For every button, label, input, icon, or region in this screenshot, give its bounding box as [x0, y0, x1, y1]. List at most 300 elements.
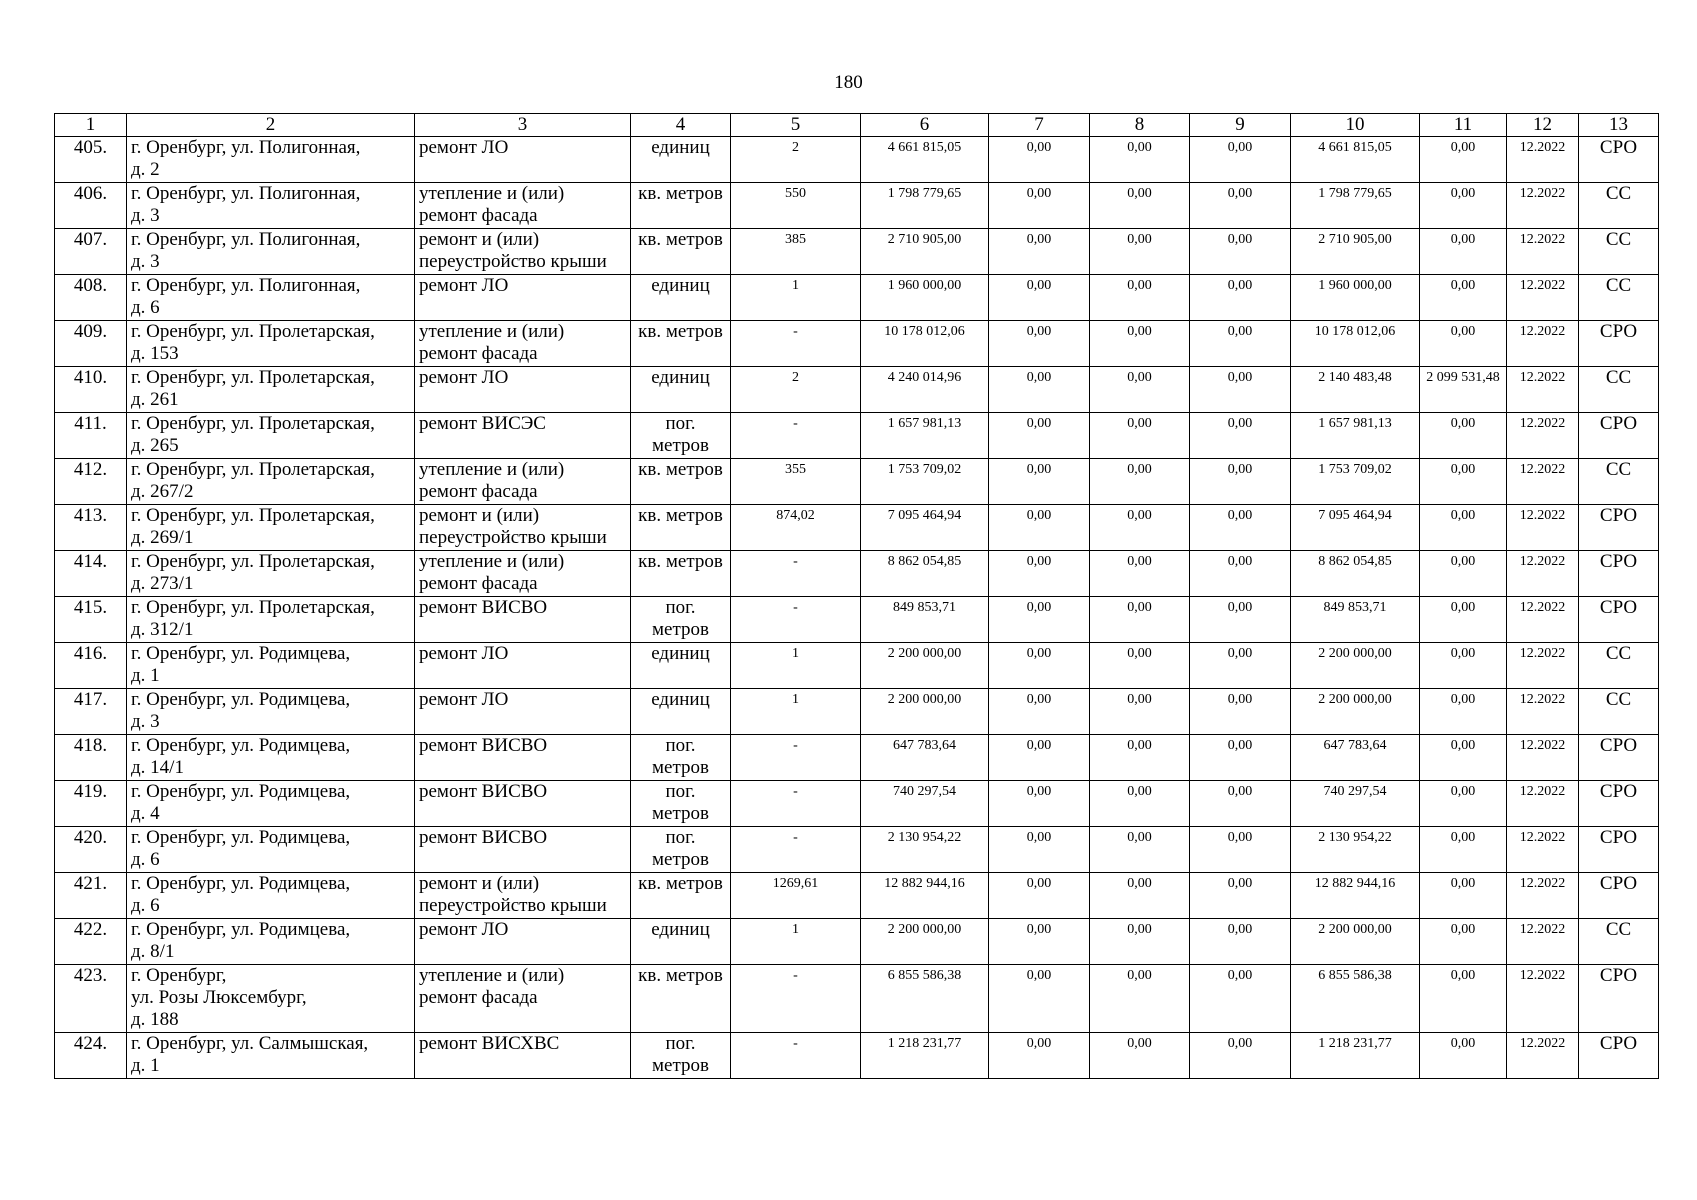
fund-cell-11: 0,00	[1420, 643, 1507, 689]
table-row	[55, 643, 1659, 689]
unit-cell-line: кв. метров	[638, 965, 723, 986]
completion-date-cell: 12.2022	[1507, 643, 1579, 689]
unit-cell-line: кв. метров	[638, 505, 723, 526]
row-number: 415.	[55, 597, 127, 643]
unit-cell-line: метров	[652, 757, 709, 778]
address-cell	[127, 137, 415, 183]
address-cell-line: г. Оренбург, ул. Родимцева,	[131, 827, 351, 848]
unit-cell-line: метров	[652, 803, 709, 824]
address-cell-line: г. Оренбург, ул. Пролетарская,	[131, 413, 375, 434]
row-number: 418.	[55, 735, 127, 781]
fund-cell-8: 0,00	[1090, 873, 1190, 919]
address-cell	[127, 781, 415, 827]
fund-cell-7: 0,00	[989, 551, 1090, 597]
address-cell	[127, 735, 415, 781]
quantity-cell: 1	[731, 643, 861, 689]
fund-cell-8: 0,00	[1090, 505, 1190, 551]
table-row	[55, 965, 1659, 1033]
fund-cell-8: 0,00	[1090, 183, 1190, 229]
address-cell	[127, 183, 415, 229]
fund-cell-7: 0,00	[989, 965, 1090, 1033]
fund-cell-9: 0,00	[1190, 137, 1291, 183]
column-number: 12	[1507, 114, 1579, 137]
address-cell	[127, 965, 415, 1033]
fund-cell-11: 0,00	[1420, 413, 1507, 459]
total-cost-cell: 7 095 464,94	[861, 505, 989, 551]
quantity-cell: -	[731, 413, 861, 459]
quantity-cell: -	[731, 1033, 861, 1079]
work-type-cell-line: утепление и (или)	[419, 965, 565, 986]
funding-source-cell: СС	[1579, 183, 1659, 229]
funding-source-cell: СРО	[1579, 781, 1659, 827]
address-cell-line: г. Оренбург, ул. Родимцева,	[131, 735, 351, 756]
fund-cell-7: 0,00	[989, 505, 1090, 551]
completion-date-cell: 12.2022	[1507, 137, 1579, 183]
unit-cell-line: кв. метров	[638, 873, 723, 894]
quantity-cell: -	[731, 827, 861, 873]
fund-cell-10: 1 753 709,02	[1291, 459, 1420, 505]
work-type-cell-line: ремонт ВИСВО	[419, 781, 548, 802]
unit-cell	[631, 965, 731, 1033]
row-number: 405.	[55, 137, 127, 183]
unit-cell	[631, 689, 731, 735]
work-type-cell-line: ремонт ЛО	[419, 275, 509, 296]
fund-cell-11: 0,00	[1420, 459, 1507, 505]
unit-cell-line: метров	[652, 1055, 709, 1076]
total-cost-cell: 2 200 000,00	[861, 919, 989, 965]
total-cost-cell: 8 862 054,85	[861, 551, 989, 597]
fund-cell-10: 1 798 779,65	[1291, 183, 1420, 229]
fund-cell-11: 0,00	[1420, 1033, 1507, 1079]
address-cell	[127, 459, 415, 505]
table-row	[55, 597, 1659, 643]
total-cost-cell: 849 853,71	[861, 597, 989, 643]
row-number: 424.	[55, 1033, 127, 1079]
address-cell-line: д. 3	[131, 251, 160, 272]
work-type-cell	[415, 413, 631, 459]
work-type-cell	[415, 643, 631, 689]
fund-cell-9: 0,00	[1190, 781, 1291, 827]
completion-date-cell: 12.2022	[1507, 229, 1579, 275]
funding-source-cell: СС	[1579, 459, 1659, 505]
address-cell	[127, 643, 415, 689]
row-number: 416.	[55, 643, 127, 689]
work-type-cell-line: переустройство крыши	[419, 251, 607, 272]
unit-cell	[631, 873, 731, 919]
work-type-cell	[415, 597, 631, 643]
address-cell-line: д. 312/1	[131, 619, 194, 640]
fund-cell-11: 0,00	[1420, 965, 1507, 1033]
column-number: 8	[1090, 114, 1190, 137]
fund-cell-7: 0,00	[989, 321, 1090, 367]
funding-source-cell: СРО	[1579, 137, 1659, 183]
address-cell-line: д. 267/2	[131, 481, 194, 502]
completion-date-cell: 12.2022	[1507, 873, 1579, 919]
address-cell-line: г. Оренбург, ул. Родимцева,	[131, 919, 351, 940]
row-number: 412.	[55, 459, 127, 505]
address-cell-line: д. 2	[131, 159, 160, 180]
work-type-cell-line: ремонт ЛО	[419, 137, 509, 158]
address-cell-line: д. 6	[131, 849, 160, 870]
total-cost-cell: 647 783,64	[861, 735, 989, 781]
address-cell-line: д. 3	[131, 711, 160, 732]
row-number: 423.	[55, 965, 127, 1033]
work-type-cell-line: ремонт ЛО	[419, 643, 509, 664]
address-cell	[127, 689, 415, 735]
fund-cell-11: 0,00	[1420, 689, 1507, 735]
row-number: 419.	[55, 781, 127, 827]
fund-cell-9: 0,00	[1190, 597, 1291, 643]
quantity-cell: 874,02	[731, 505, 861, 551]
repair-register-table	[54, 113, 1659, 1079]
table-row	[55, 781, 1659, 827]
fund-cell-7: 0,00	[989, 183, 1090, 229]
work-type-cell-line: ремонт фасада	[419, 205, 538, 226]
table-row	[55, 275, 1659, 321]
completion-date-cell: 12.2022	[1507, 551, 1579, 597]
unit-cell-line: единиц	[651, 275, 710, 296]
fund-cell-10: 2 200 000,00	[1291, 643, 1420, 689]
fund-cell-10: 740 297,54	[1291, 781, 1420, 827]
work-type-cell	[415, 689, 631, 735]
work-type-cell-line: утепление и (или)	[419, 551, 565, 572]
address-cell-line: г. Оренбург, ул. Пролетарская,	[131, 551, 375, 572]
total-cost-cell: 1 798 779,65	[861, 183, 989, 229]
unit-cell	[631, 781, 731, 827]
work-type-cell	[415, 781, 631, 827]
fund-cell-8: 0,00	[1090, 275, 1190, 321]
unit-cell	[631, 137, 731, 183]
column-number: 7	[989, 114, 1090, 137]
row-number: 409.	[55, 321, 127, 367]
unit-cell	[631, 643, 731, 689]
fund-cell-7: 0,00	[989, 873, 1090, 919]
total-cost-cell: 740 297,54	[861, 781, 989, 827]
unit-cell	[631, 597, 731, 643]
address-cell	[127, 1033, 415, 1079]
work-type-cell	[415, 137, 631, 183]
table-row	[55, 689, 1659, 735]
address-cell-line: г. Оренбург, ул. Родимцева,	[131, 689, 351, 710]
address-cell-line: д. 4	[131, 803, 160, 824]
page-number: 180	[834, 72, 863, 93]
work-type-cell-line: ремонт ЛО	[419, 919, 509, 940]
fund-cell-9: 0,00	[1190, 965, 1291, 1033]
address-cell-line: д. 1	[131, 1055, 160, 1076]
table-row	[55, 137, 1659, 183]
fund-cell-7: 0,00	[989, 919, 1090, 965]
fund-cell-7: 0,00	[989, 137, 1090, 183]
completion-date-cell: 12.2022	[1507, 919, 1579, 965]
fund-cell-9: 0,00	[1190, 1033, 1291, 1079]
address-cell-line: г. Оренбург, ул. Родимцева,	[131, 873, 351, 894]
fund-cell-7: 0,00	[989, 643, 1090, 689]
address-cell-line: д. 8/1	[131, 941, 175, 962]
completion-date-cell: 12.2022	[1507, 965, 1579, 1033]
funding-source-cell: СРО	[1579, 505, 1659, 551]
work-type-cell	[415, 275, 631, 321]
unit-cell	[631, 735, 731, 781]
total-cost-cell: 12 882 944,16	[861, 873, 989, 919]
fund-cell-8: 0,00	[1090, 1033, 1190, 1079]
fund-cell-11: 0,00	[1420, 551, 1507, 597]
work-type-cell	[415, 735, 631, 781]
table-row	[55, 827, 1659, 873]
fund-cell-7: 0,00	[989, 735, 1090, 781]
completion-date-cell: 12.2022	[1507, 689, 1579, 735]
row-number: 410.	[55, 367, 127, 413]
address-cell-line: ул. Розы Люксембург,	[131, 987, 307, 1008]
address-cell-line: г. Оренбург, ул. Пролетарская,	[131, 459, 375, 480]
fund-cell-10: 4 661 815,05	[1291, 137, 1420, 183]
work-type-cell	[415, 367, 631, 413]
total-cost-cell: 2 200 000,00	[861, 689, 989, 735]
address-cell-line: г. Оренбург, ул. Салмышская,	[131, 1033, 369, 1054]
work-type-cell	[415, 183, 631, 229]
column-number: 10	[1291, 114, 1420, 137]
total-cost-cell: 4 661 815,05	[861, 137, 989, 183]
quantity-cell: 1	[731, 919, 861, 965]
quantity-cell: -	[731, 597, 861, 643]
fund-cell-10: 7 095 464,94	[1291, 505, 1420, 551]
unit-cell-line: метров	[652, 849, 709, 870]
completion-date-cell: 12.2022	[1507, 367, 1579, 413]
fund-cell-10: 1 657 981,13	[1291, 413, 1420, 459]
unit-cell-line: кв. метров	[638, 459, 723, 480]
unit-cell-line: пог.	[665, 597, 696, 618]
unit-cell-line: единиц	[651, 919, 710, 940]
fund-cell-10: 10 178 012,06	[1291, 321, 1420, 367]
address-cell-line: д. 1	[131, 665, 160, 686]
fund-cell-10: 6 855 586,38	[1291, 965, 1420, 1033]
fund-cell-9: 0,00	[1190, 275, 1291, 321]
fund-cell-10: 12 882 944,16	[1291, 873, 1420, 919]
column-number: 11	[1420, 114, 1507, 137]
work-type-cell-line: ремонт фасада	[419, 343, 538, 364]
address-cell-line: г. Оренбург,	[131, 965, 227, 986]
address-cell-line: г. Оренбург, ул. Родимцева,	[131, 643, 351, 664]
quantity-cell: 1269,61	[731, 873, 861, 919]
address-cell-line: г. Оренбург, ул. Пролетарская,	[131, 597, 375, 618]
table-row	[55, 367, 1659, 413]
total-cost-cell: 6 855 586,38	[861, 965, 989, 1033]
fund-cell-8: 0,00	[1090, 781, 1190, 827]
quantity-cell: 2	[731, 367, 861, 413]
funding-source-cell: СРО	[1579, 597, 1659, 643]
total-cost-cell: 1 218 231,77	[861, 1033, 989, 1079]
fund-cell-7: 0,00	[989, 689, 1090, 735]
fund-cell-11: 0,00	[1420, 229, 1507, 275]
fund-cell-7: 0,00	[989, 1033, 1090, 1079]
address-cell	[127, 873, 415, 919]
funding-source-cell: СРО	[1579, 551, 1659, 597]
address-cell-line: г. Оренбург, ул. Полигонная,	[131, 229, 361, 250]
unit-cell	[631, 919, 731, 965]
address-cell	[127, 551, 415, 597]
total-cost-cell: 10 178 012,06	[861, 321, 989, 367]
fund-cell-8: 0,00	[1090, 919, 1190, 965]
fund-cell-7: 0,00	[989, 459, 1090, 505]
funding-source-cell: СС	[1579, 643, 1659, 689]
address-cell-line: д. 153	[131, 343, 179, 364]
fund-cell-11: 0,00	[1420, 597, 1507, 643]
unit-cell	[631, 413, 731, 459]
fund-cell-10: 1 218 231,77	[1291, 1033, 1420, 1079]
address-cell-line: д. 14/1	[131, 757, 184, 778]
completion-date-cell: 12.2022	[1507, 597, 1579, 643]
fund-cell-9: 0,00	[1190, 505, 1291, 551]
address-cell-line: г. Оренбург, ул. Полигонная,	[131, 183, 361, 204]
row-number: 421.	[55, 873, 127, 919]
work-type-cell	[415, 229, 631, 275]
fund-cell-9: 0,00	[1190, 413, 1291, 459]
address-cell-line: г. Оренбург, ул. Пролетарская,	[131, 367, 375, 388]
address-cell-line: д. 6	[131, 895, 160, 916]
funding-source-cell: СС	[1579, 919, 1659, 965]
unit-cell	[631, 505, 731, 551]
work-type-cell-line: ремонт ЛО	[419, 689, 509, 710]
work-type-cell-line: утепление и (или)	[419, 321, 565, 342]
work-type-cell-line: ремонт ВИСВО	[419, 735, 548, 756]
total-cost-cell: 1 960 000,00	[861, 275, 989, 321]
address-cell	[127, 413, 415, 459]
table-row	[55, 321, 1659, 367]
row-number: 420.	[55, 827, 127, 873]
completion-date-cell: 12.2022	[1507, 413, 1579, 459]
work-type-cell	[415, 551, 631, 597]
fund-cell-8: 0,00	[1090, 137, 1190, 183]
fund-cell-11: 0,00	[1420, 873, 1507, 919]
fund-cell-9: 0,00	[1190, 183, 1291, 229]
fund-cell-7: 0,00	[989, 367, 1090, 413]
work-type-cell-line: утепление и (или)	[419, 183, 565, 204]
unit-cell-line: пог.	[665, 827, 696, 848]
unit-cell	[631, 275, 731, 321]
table-row	[55, 505, 1659, 551]
work-type-cell-line: ремонт ВИСХВС	[419, 1033, 560, 1054]
unit-cell-line: кв. метров	[638, 183, 723, 204]
fund-cell-11: 0,00	[1420, 505, 1507, 551]
row-number: 411.	[55, 413, 127, 459]
fund-cell-8: 0,00	[1090, 689, 1190, 735]
funding-source-cell: СС	[1579, 229, 1659, 275]
work-type-cell-line: ремонт фасада	[419, 987, 538, 1008]
quantity-cell: 385	[731, 229, 861, 275]
quantity-cell: -	[731, 551, 861, 597]
funding-source-cell: СРО	[1579, 965, 1659, 1033]
fund-cell-11: 0,00	[1420, 183, 1507, 229]
funding-source-cell: СРО	[1579, 413, 1659, 459]
work-type-cell-line: ремонт фасада	[419, 481, 538, 502]
column-number: 2	[127, 114, 415, 137]
fund-cell-9: 0,00	[1190, 643, 1291, 689]
address-cell	[127, 275, 415, 321]
column-number-row	[55, 114, 1659, 137]
work-type-cell-line: ремонт и (или)	[419, 229, 540, 250]
fund-cell-11: 0,00	[1420, 919, 1507, 965]
work-type-cell-line: ремонт ВИСВО	[419, 827, 548, 848]
unit-cell-line: единиц	[651, 689, 710, 710]
fund-cell-8: 0,00	[1090, 597, 1190, 643]
fund-cell-10: 2 710 905,00	[1291, 229, 1420, 275]
fund-cell-9: 0,00	[1190, 459, 1291, 505]
fund-cell-7: 0,00	[989, 275, 1090, 321]
work-type-cell	[415, 965, 631, 1033]
unit-cell-line: пог.	[665, 1033, 696, 1054]
quantity-cell: -	[731, 321, 861, 367]
funding-source-cell: СРО	[1579, 1033, 1659, 1079]
work-type-cell-line: переустройство крыши	[419, 895, 607, 916]
fund-cell-8: 0,00	[1090, 413, 1190, 459]
funding-source-cell: СРО	[1579, 735, 1659, 781]
row-number: 406.	[55, 183, 127, 229]
unit-cell-line: единиц	[651, 137, 710, 158]
fund-cell-7: 0,00	[989, 413, 1090, 459]
table-row	[55, 873, 1659, 919]
table-row	[55, 551, 1659, 597]
fund-cell-9: 0,00	[1190, 873, 1291, 919]
fund-cell-8: 0,00	[1090, 735, 1190, 781]
work-type-cell-line: ремонт ВИСВО	[419, 597, 548, 618]
address-cell	[127, 919, 415, 965]
work-type-cell-line: утепление и (или)	[419, 459, 565, 480]
work-type-cell-line: ремонт фасада	[419, 573, 538, 594]
fund-cell-8: 0,00	[1090, 551, 1190, 597]
completion-date-cell: 12.2022	[1507, 781, 1579, 827]
column-number: 3	[415, 114, 631, 137]
address-cell-line: г. Оренбург, ул. Полигонная,	[131, 137, 361, 158]
work-type-cell	[415, 873, 631, 919]
funding-source-cell: СС	[1579, 367, 1659, 413]
work-type-cell	[415, 919, 631, 965]
total-cost-cell: 4 240 014,96	[861, 367, 989, 413]
quantity-cell: -	[731, 781, 861, 827]
table-row	[55, 229, 1659, 275]
completion-date-cell: 12.2022	[1507, 459, 1579, 505]
unit-cell	[631, 459, 731, 505]
unit-cell-line: пог.	[665, 781, 696, 802]
address-cell	[127, 827, 415, 873]
fund-cell-9: 0,00	[1190, 367, 1291, 413]
fund-cell-9: 0,00	[1190, 735, 1291, 781]
unit-cell	[631, 321, 731, 367]
fund-cell-8: 0,00	[1090, 459, 1190, 505]
fund-cell-7: 0,00	[989, 229, 1090, 275]
fund-cell-10: 2 200 000,00	[1291, 689, 1420, 735]
fund-cell-11: 0,00	[1420, 781, 1507, 827]
unit-cell	[631, 551, 731, 597]
unit-cell-line: кв. метров	[638, 551, 723, 572]
quantity-cell: 1	[731, 689, 861, 735]
work-type-cell	[415, 505, 631, 551]
column-number: 13	[1579, 114, 1659, 137]
completion-date-cell: 12.2022	[1507, 505, 1579, 551]
unit-cell-line: кв. метров	[638, 321, 723, 342]
table-row	[55, 183, 1659, 229]
row-number: 407.	[55, 229, 127, 275]
fund-cell-10: 1 960 000,00	[1291, 275, 1420, 321]
work-type-cell	[415, 1033, 631, 1079]
address-cell	[127, 321, 415, 367]
completion-date-cell: 12.2022	[1507, 1033, 1579, 1079]
unit-cell-line: единиц	[651, 367, 710, 388]
table-row	[55, 413, 1659, 459]
completion-date-cell: 12.2022	[1507, 827, 1579, 873]
address-cell	[127, 505, 415, 551]
row-number: 413.	[55, 505, 127, 551]
unit-cell-line: единиц	[651, 643, 710, 664]
funding-source-cell: СРО	[1579, 827, 1659, 873]
